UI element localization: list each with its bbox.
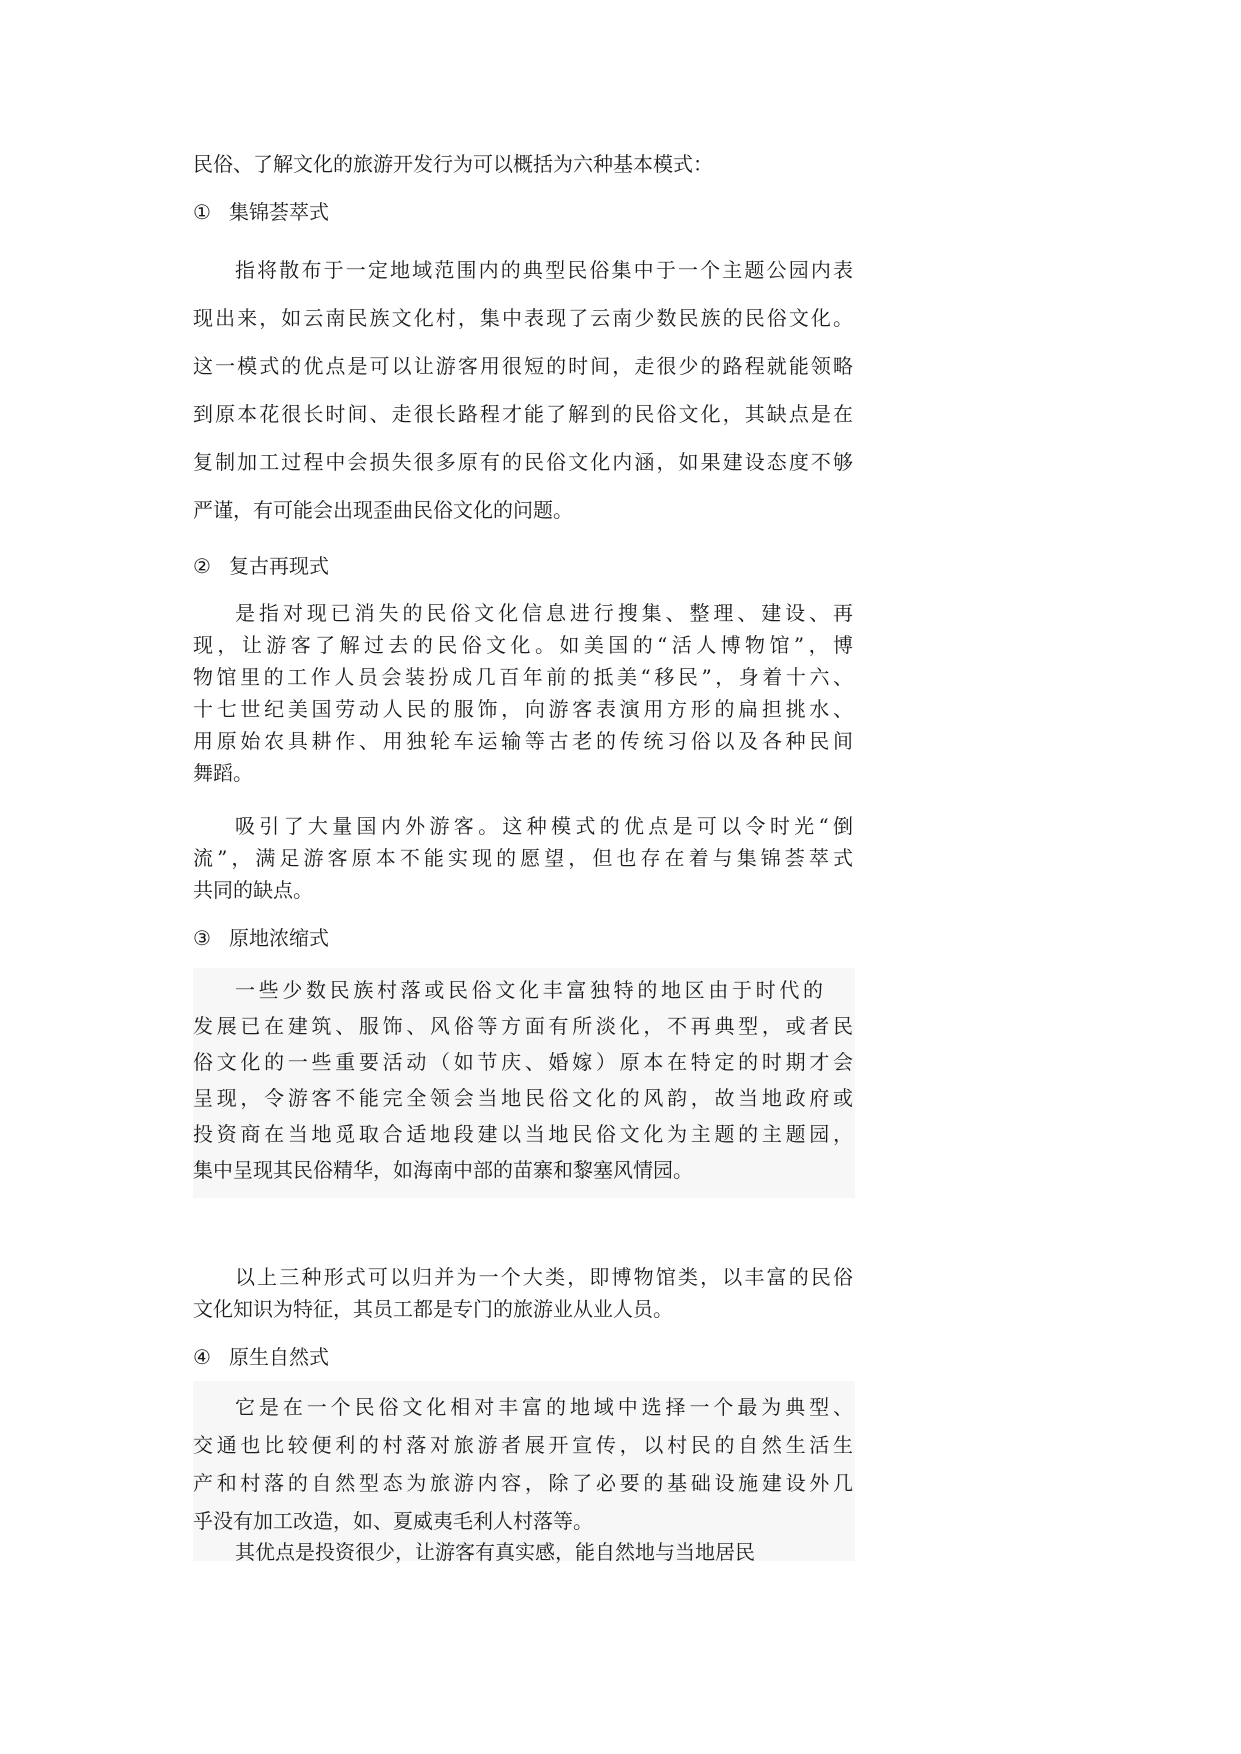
section-title: 复古再现式: [229, 554, 329, 578]
paragraph-line: 集中呈现其民俗精华，如海南中部的苗寨和黎塞风情园。: [193, 1158, 693, 1182]
paragraph-line: 现出来，如云南民族文化村，集中表现了云南少数民族的民俗文化。: [193, 306, 853, 330]
paragraph-line: 严谨，有可能会出现歪曲民俗文化的问题。: [193, 498, 573, 522]
paragraph-line: 用原始农具耕作、用独轮车运输等古老的传统习俗以及各种民间: [193, 729, 853, 753]
paragraph-line: 指将散布于一定地域范围内的典型民俗集中于一个主题公园内表: [235, 258, 853, 282]
paragraph-line: 舞蹈。: [193, 761, 253, 785]
paragraph-line: 交通也比较便利的村落对旅游者展开宣传，以村民的自然生活生: [193, 1433, 853, 1457]
paragraph-line: 到原本花很长时间、走很长路程才能了解到的民俗文化，其缺点是在: [193, 402, 853, 426]
section-number: ②: [193, 554, 211, 578]
paragraph-line: 俗文化的一些重要活动（如节庆、婚嫁）原本在特定的时期才会: [193, 1050, 853, 1074]
paragraph-line: 物馆里的工作人员会装扮成几百年前的抵美“移民”，身着十六、: [193, 665, 853, 689]
paragraph-line: 现，让游客了解过去的民俗文化。如美国的“活人博物馆”，博: [193, 633, 853, 657]
paragraph-line: 其优点是投资很少，让游客有真实感，能自然地与当地居民: [235, 1540, 755, 1564]
summary-line: 以上三种形式可以归并为一个大类，即博物馆类，以丰富的民俗: [235, 1265, 853, 1289]
paragraph-line: 这一模式的优点是可以让游客用很短的时间，走很少的路程就能领略: [193, 354, 853, 378]
paragraph-line: 发展已在建筑、服饰、风俗等方面有所淡化，不再典型，或者民: [193, 1014, 853, 1038]
section-title: 原地浓缩式: [229, 926, 329, 950]
section-heading-4: [193, 1345, 853, 1369]
paragraph-line: 十七世纪美国劳动人民的服饰，向游客表演用方形的扁担挑水、: [193, 697, 853, 721]
paragraph-line: 产和村落的自然型态为旅游内容，除了必要的基础设施建设外几: [193, 1471, 853, 1495]
paragraph-line: 它是在一个民俗文化相对丰富的地域中选择一个最为典型、: [235, 1395, 853, 1419]
section-heading-2: [193, 554, 853, 578]
section-title: 原生自然式: [229, 1345, 329, 1369]
section-heading-1: [193, 200, 853, 224]
section-title: 集锦荟萃式: [229, 200, 329, 224]
intro-line: 民俗、了解文化的旅游开发行为可以概括为六种基本模式：: [193, 152, 713, 176]
section-number: ①: [193, 200, 211, 224]
summary-line: 文化知识为特征，其员工都是专门的旅游业从业人员。: [193, 1297, 673, 1321]
section-heading-3: [193, 926, 853, 950]
paragraph-line: 是指对现已消失的民俗文化信息进行搜集、整理、建设、再: [235, 601, 853, 625]
section-number: ④: [193, 1345, 211, 1369]
paragraph-line: 投资商在当地觅取合适地段建以当地民俗文化为主题的主题园，: [193, 1122, 853, 1146]
paragraph-line: 乎没有加工改造，如、夏威夷毛利人村落等。: [193, 1509, 593, 1533]
paragraph-line: 流”，满足游客原本不能实现的愿望，但也存在着与集锦荟萃式: [193, 846, 853, 870]
paragraph-line: 共同的缺点。: [193, 878, 313, 902]
paragraph-line: 一些少数民族村落或民俗文化丰富独特的地区由于时代的: [235, 978, 823, 1002]
section-number: ③: [193, 926, 211, 950]
paragraph-line: 吸引了大量国内外游客。这种模式的优点是可以令时光“倒: [235, 814, 853, 838]
paragraph-line: 复制加工过程中会损失很多原有的民俗文化内涵，如果建设态度不够: [193, 450, 853, 474]
paragraph-line: 呈现，令游客不能完全领会当地民俗文化的风韵，故当地政府或: [193, 1086, 853, 1110]
